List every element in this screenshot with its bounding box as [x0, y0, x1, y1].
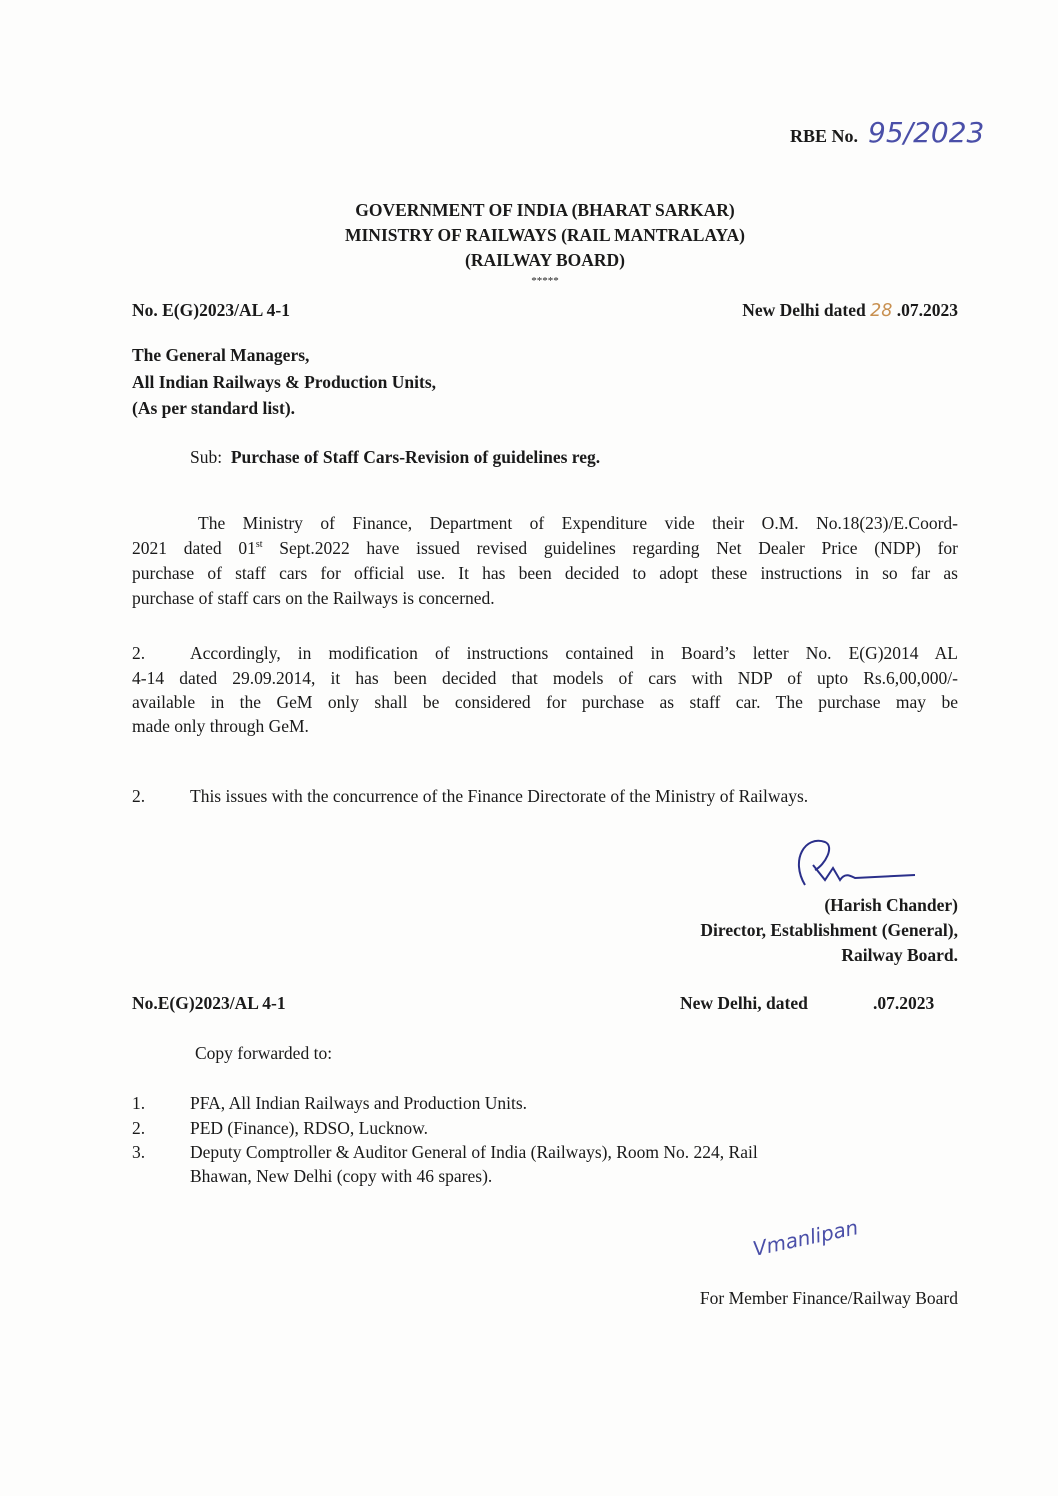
- copy-item-number: 3.: [132, 1142, 146, 1162]
- header-line-1: GOVERNMENT OF INDIA (BHARAT SARKAR): [355, 200, 735, 220]
- rbe-label: RBE No.: [790, 126, 859, 146]
- addressee-line: All Indian Railways & Production Units,: [132, 372, 437, 392]
- signatory-office: Railway Board.: [841, 945, 958, 965]
- copy-item-text: PED (Finance), RDSO, Lucknow.: [190, 1118, 429, 1138]
- header-line-2: MINISTRY OF RAILWAYS (RAIL MANTRALAYA): [344, 225, 746, 245]
- reference-date: [742, 300, 958, 321]
- subject-text: Purchase of Staff Cars-Revision of guidelines reg.: [230, 447, 601, 467]
- para2-line: available in the GeM only shall be considered for purchase as staff car. The purchase may be: [132, 692, 958, 712]
- para2-line: Accordingly, in modification of instructions contained in Board’s letter No. E(G)2014 AL: [190, 643, 958, 663]
- copy-item-text: Bhawan, New Delhi (copy with 46 spares).: [190, 1166, 493, 1186]
- addressee-line: The General Managers,: [132, 345, 310, 365]
- para2-line: made only through GeM.: [132, 716, 309, 736]
- copy-reference-number: No.E(G)2023/AL 4-1: [132, 993, 286, 1013]
- addressee-line: (As per standard list).: [132, 398, 296, 418]
- rbe-number-handwritten: 95/2023: [868, 116, 985, 149]
- para1-line: [132, 538, 958, 559]
- text: Sept.2022 have issued revised guidelines regarding Net Dealer Price (NDP) for: [262, 538, 958, 558]
- copy-date-suffix: .07.2023: [873, 993, 935, 1013]
- para2-line: 4-14 dated 29.09.2014, it has been decided that models of cars with NDP of upto Rs.6,00,000/-: [132, 668, 958, 688]
- footer-for-member-finance: For Member Finance/Railway Board: [699, 1288, 958, 1308]
- date-day-handwritten: 28: [870, 301, 893, 321]
- para3-text: This issues with the concurrence of the Finance Directorate of the Ministry of Railways.: [190, 786, 809, 806]
- text: 2021 dated 01: [132, 538, 256, 558]
- header-stars: *****: [531, 275, 559, 287]
- signatory-name: (Harish Chander): [824, 895, 958, 915]
- signature-director: [785, 830, 925, 895]
- header-line-3: (RAILWAY BOARD): [465, 250, 625, 270]
- copy-item-text: Deputy Comptroller & Auditor General of India (Railways), Room No. 224, Rail: [190, 1142, 758, 1162]
- para1-line: purchase of staff cars on the Railways is concerned.: [132, 588, 495, 608]
- reference-number: No. E(G)2023/AL 4-1: [132, 300, 290, 320]
- signatory-designation: Director, Establishment (General),: [700, 920, 958, 940]
- copy-intro: Copy forwarded to:: [195, 1043, 333, 1063]
- date-prefix: New Delhi dated: [742, 300, 866, 320]
- copy-item-number: 1.: [132, 1093, 146, 1113]
- date-suffix: .07.2023: [896, 300, 958, 320]
- para1-line: The Ministry of Finance, Department of Expenditure vide their O.M. No.18(23)/E.Coord-: [198, 513, 958, 533]
- signature-member-finance: Vmanlipan: [750, 1215, 861, 1261]
- para3-number: 2.: [132, 786, 146, 806]
- copy-date-prefix: New Delhi, dated: [680, 993, 808, 1013]
- subject: [190, 447, 600, 468]
- copy-item-text: PFA, All Indian Railways and Production Units.: [190, 1093, 528, 1113]
- copy-item-number: 2.: [132, 1118, 146, 1138]
- para2-number: 2.: [132, 643, 146, 663]
- para1-line: purchase of staff cars for official use. It has been decided to adopt these instructions in so far as: [132, 563, 958, 583]
- subject-label: Sub:: [190, 447, 223, 467]
- superscript: st: [255, 539, 263, 551]
